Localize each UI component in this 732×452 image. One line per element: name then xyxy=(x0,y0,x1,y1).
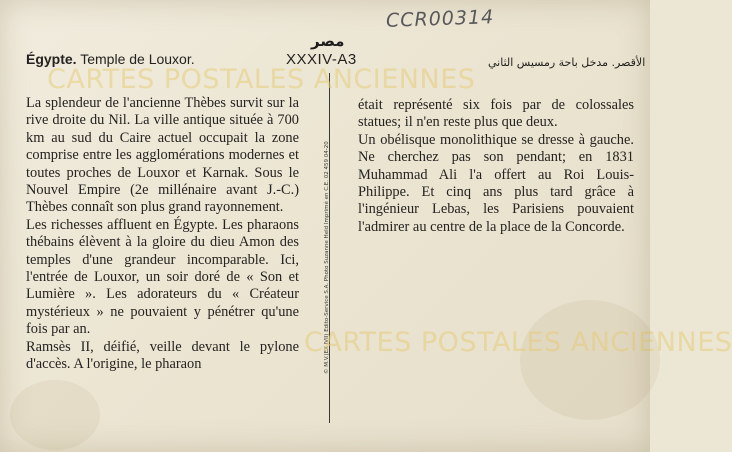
arabic-caption: الأقصر. مدخل باحة رمسيس الثاني xyxy=(488,56,646,69)
watermark: CARTES POSTALES ANCIENNES xyxy=(304,327,732,358)
card-title xyxy=(26,51,195,67)
title-subject: Temple de Louxor. xyxy=(80,51,195,67)
watermark: CARTES POSTALES ANCIENNES xyxy=(47,64,476,95)
paper-stain xyxy=(520,300,660,420)
paragraph: était représenté six fois par de colossales statues; il n'en reste plus que deux. xyxy=(358,97,634,131)
title-country: Égypte. xyxy=(26,51,77,67)
handwritten-reference: CCR00314 xyxy=(385,6,495,32)
right-text-column xyxy=(358,97,634,236)
paragraph: Les richesses affluent en Égypte. Les pharaons thébains élèvent à la gloire du dieu Amon des temples d'une grandeur incomparable. Ici, l'entrée de Louxor, un soir doré de « Son et Lumière ». Les adorateurs du « Créateur mystérieux » ne pouvaient y pénétrer qu'une fois par an. xyxy=(26,216,299,338)
arabic-heading: مصر xyxy=(311,32,345,50)
paragraph: La splendeur de l'ancienne Thèbes survit sur la rive droite du Nil. La ville antique située à 700 km au sud du Caire actuel occupait la zone comprise entre les agglomérations modernes et toutes proches de Louxor et Karnak. Sous le Nouvel Empire (2e millénaire avant J.-C.) Thèbes connaît son plus grand rayonnement. xyxy=(26,95,299,216)
left-text-column xyxy=(26,95,299,374)
paragraph: Un obélisque monolithique se dresse à gauche. Ne cherchez pas son pendant; en 1831 Muhammad Ali l'a offert au Roi Louis-Philippe. Et cinq ans plus tard grâce à l'ingénieur Lebas, les Parisiens pouvaient l'admirer au centre de la place de la Concorde. xyxy=(358,131,634,235)
paragraph: Ramsès II, déifié, veille devant le pylone d'accès. A l'origine, le pharaon xyxy=(26,338,299,373)
credit-text: © M.V.(EX IVII) Edito-Service S.A. Photo Suzanne Held Imprimé en C.E. 02 459 04-20 xyxy=(324,141,330,374)
reference-code: XXXIV-A3 xyxy=(286,51,357,68)
paper-stain xyxy=(10,380,100,450)
